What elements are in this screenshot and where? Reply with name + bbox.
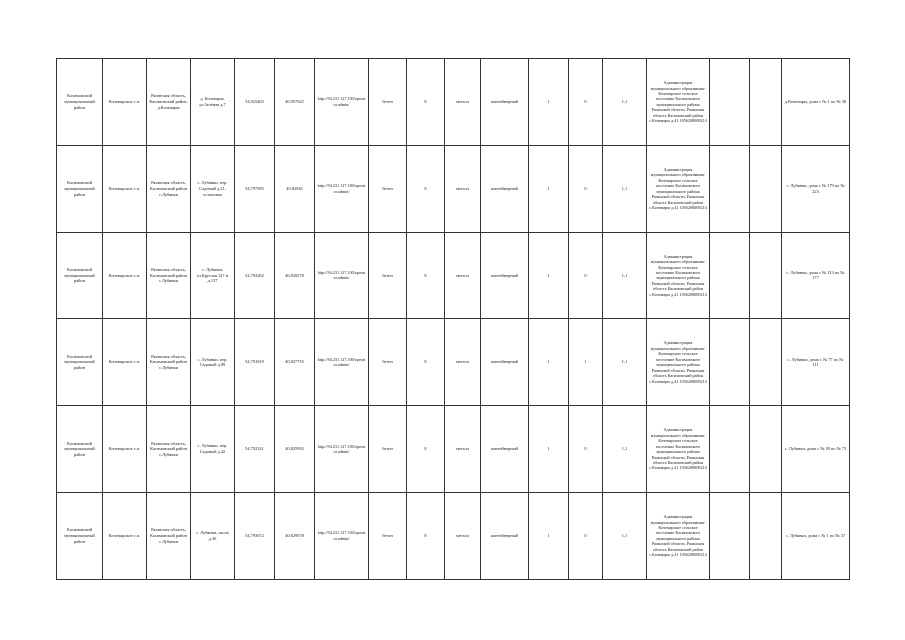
address-cell: д. Кочемары, ул.Зелёная д.7	[191, 59, 235, 146]
count2-cell: 0	[569, 59, 603, 146]
latitude-cell: 54,793672	[235, 492, 275, 579]
address-cell: с. Лубянки, около д.20	[191, 492, 235, 579]
surface-cell: бетон	[369, 492, 407, 579]
longitude-cell: 40,827735	[275, 319, 315, 406]
url-cell: http://94.231.127.100/operator.admin/	[315, 319, 369, 406]
owner-cell: Администрация муниципального образования-Кочемарское сельское поселение Касимовского муниципального района Рязанской области, Рязанская область Касимовский район с.Кочемары д.41 1056208008214	[647, 406, 710, 493]
area-cell: 8	[407, 232, 445, 319]
area-cell: 8	[407, 492, 445, 579]
count1-cell: 1	[529, 145, 569, 232]
count2-cell: 0	[569, 492, 603, 579]
latitude-cell: 54,791819	[235, 319, 275, 406]
owner-cell: Администрация муниципального образования-Кочемарское сельское поселение Касимовского муниципального района Рязанской области, Рязанская область Касимовский район с.Кочемары д.41 1056208008214	[647, 232, 710, 319]
count1-cell: 1	[529, 232, 569, 319]
served-cell: д.Кочемары, дома с № 1 по № 38	[782, 59, 850, 146]
address-cell: с. Лубянки, пер. Садовый д.21, остановка	[191, 145, 235, 232]
district-cell: Касимовский муниципальный район	[57, 232, 103, 319]
type-cell: контейнерный	[481, 232, 529, 319]
empty-cell	[750, 319, 782, 406]
count2-cell: 0	[569, 145, 603, 232]
region-cell: Рязанская область, Касимовский район, д.Кочемары	[147, 59, 191, 146]
area-cell: 8	[407, 319, 445, 406]
settlement-cell: Кочемарское с.п.	[103, 406, 147, 493]
longitude-cell: 40,825992	[275, 406, 315, 493]
surface-cell: бетон	[369, 232, 407, 319]
table-row	[57, 145, 850, 232]
district-cell: Касимовский муниципальный район	[57, 492, 103, 579]
table-row	[57, 232, 850, 319]
empty-cell	[750, 232, 782, 319]
type-cell: контейнерный	[481, 59, 529, 146]
type-cell: контейнерный	[481, 406, 529, 493]
count1-cell: 1	[529, 59, 569, 146]
district-cell: Касимовский муниципальный район	[57, 59, 103, 146]
area-cell: 8	[407, 145, 445, 232]
empty-cell	[710, 59, 750, 146]
settlement-cell: Кочемарское с.п.	[103, 59, 147, 146]
settlement-cell: Кочемарское с.п.	[103, 232, 147, 319]
region-cell: Рязанская область, Касимовский район с.Лубянки	[147, 492, 191, 579]
region-cell: Рязанская область, Касимовский район с.Лубянки	[147, 145, 191, 232]
empty-cell	[750, 59, 782, 146]
longitude-cell: 40,82945	[275, 145, 315, 232]
latitude-cell: 54,792321	[235, 406, 275, 493]
table-row	[57, 492, 850, 579]
empty-cell	[750, 145, 782, 232]
empty-cell	[710, 232, 750, 319]
type-cell: контейнерный	[481, 319, 529, 406]
material-cell: металл	[445, 59, 481, 146]
surface-cell: бетон	[369, 319, 407, 406]
owner-cell: Администрация муниципального образования-Кочемарское сельское поселение Касимовского муниципального района Рязанской области, Рязанская область Касимовский район с.Кочемары д.41 1056208008214	[647, 145, 710, 232]
empty-cell	[710, 145, 750, 232]
count2-cell: 0	[569, 232, 603, 319]
count1-cell: 1	[529, 406, 569, 493]
url-cell: http://94.231.127.100/operator.admin/	[315, 492, 369, 579]
latitude-cell: 54,797585	[235, 145, 275, 232]
served-cell: с. Лубянки, дома с № 77 по № 111	[782, 319, 850, 406]
region-cell: Рязанская область, Касимовский район с.Лубянки	[147, 319, 191, 406]
longitude-cell: 40,828278	[275, 232, 315, 319]
address-cell: с. Лубянки, пер. Садовый д.42	[191, 406, 235, 493]
waste-sites-table	[56, 58, 850, 580]
address-cell: с. Лубянки, ул.Круглая 127 м д.137	[191, 232, 235, 319]
count1-cell: 1	[529, 319, 569, 406]
volume-cell: 1,1	[603, 232, 647, 319]
table-row	[57, 319, 850, 406]
empty-cell	[710, 492, 750, 579]
longitude-cell: 40,829078	[275, 492, 315, 579]
served-cell: с. Лубянки, дома с № 39 по № 73	[782, 406, 850, 493]
register-sheet	[56, 58, 849, 579]
url-cell: http://94.231.127.100/operator.admin/	[315, 59, 369, 146]
volume-cell: 1,1	[603, 492, 647, 579]
empty-cell	[710, 406, 750, 493]
settlement-cell: Кочемарское с.п.	[103, 492, 147, 579]
material-cell: металл	[445, 406, 481, 493]
district-cell: Касимовский муниципальный район	[57, 145, 103, 232]
region-cell: Рязанская область, Касимовский район с.Лубянки	[147, 232, 191, 319]
latitude-cell: 54,794282	[235, 232, 275, 319]
region-cell: Рязанская область, Касимовский район с.Лубянки	[147, 406, 191, 493]
empty-cell	[750, 492, 782, 579]
latitude-cell: 54,925465	[235, 59, 275, 146]
url-cell: http://94.231.127.100/operator.admin/	[315, 406, 369, 493]
served-cell: с. Лубянки, дома с № 1 по № 37	[782, 492, 850, 579]
url-cell: http://94.231.127.100/operator.admin/	[315, 232, 369, 319]
material-cell: металл	[445, 492, 481, 579]
count2-cell: 1	[569, 319, 603, 406]
surface-cell: бетон	[369, 145, 407, 232]
owner-cell: Администрация муниципального образования-Кочемарское сельское поселение Касимовского муниципального района Рязанской области, Рязанская область Касимовский район с.Кочемары д.41 1056208008214	[647, 492, 710, 579]
material-cell: металл	[445, 145, 481, 232]
surface-cell: бетон	[369, 406, 407, 493]
empty-cell	[750, 406, 782, 493]
volume-cell: 1,1	[603, 319, 647, 406]
area-cell: 8	[407, 59, 445, 146]
material-cell: металл	[445, 232, 481, 319]
table-row	[57, 406, 850, 493]
type-cell: контейнерный	[481, 145, 529, 232]
table-row	[57, 59, 850, 146]
count2-cell: 0	[569, 406, 603, 493]
district-cell: Касимовский муниципальный район	[57, 406, 103, 493]
longitude-cell: 40,957025	[275, 59, 315, 146]
volume-cell: 1,1	[603, 406, 647, 493]
surface-cell: бетон	[369, 59, 407, 146]
url-cell: http://94.231.127.100/operator.admin/	[315, 145, 369, 232]
empty-cell	[710, 319, 750, 406]
district-cell: Касимовский муниципальный район	[57, 319, 103, 406]
material-cell: металл	[445, 319, 481, 406]
owner-cell: Администрация муниципального образования-Кочемарское сельское поселение Касимовского муниципального района Рязанской области, Рязанская область Касимовский район с.Кочемары д.41 1056208008214	[647, 59, 710, 146]
address-cell: с. Лубянки, пер. Садовый д.89	[191, 319, 235, 406]
owner-cell: Администрация муниципального образования-Кочемарское сельское поселение Касимовского муниципального района Рязанской области, Рязанская область Касимовский район с.Кочемары д.41 1056208008214	[647, 319, 710, 406]
settlement-cell: Кочемарское с.п.	[103, 319, 147, 406]
count1-cell: 1	[529, 492, 569, 579]
area-cell: 8	[407, 406, 445, 493]
settlement-cell: Кочемарское с.п.	[103, 145, 147, 232]
served-cell: с. Лубянки, дома с № 179 по № 223	[782, 145, 850, 232]
volume-cell: 1,1	[603, 145, 647, 232]
served-cell: с. Лубянки, дома с № 113 по № 177	[782, 232, 850, 319]
volume-cell: 1,1	[603, 59, 647, 146]
type-cell: контейнерный	[481, 492, 529, 579]
